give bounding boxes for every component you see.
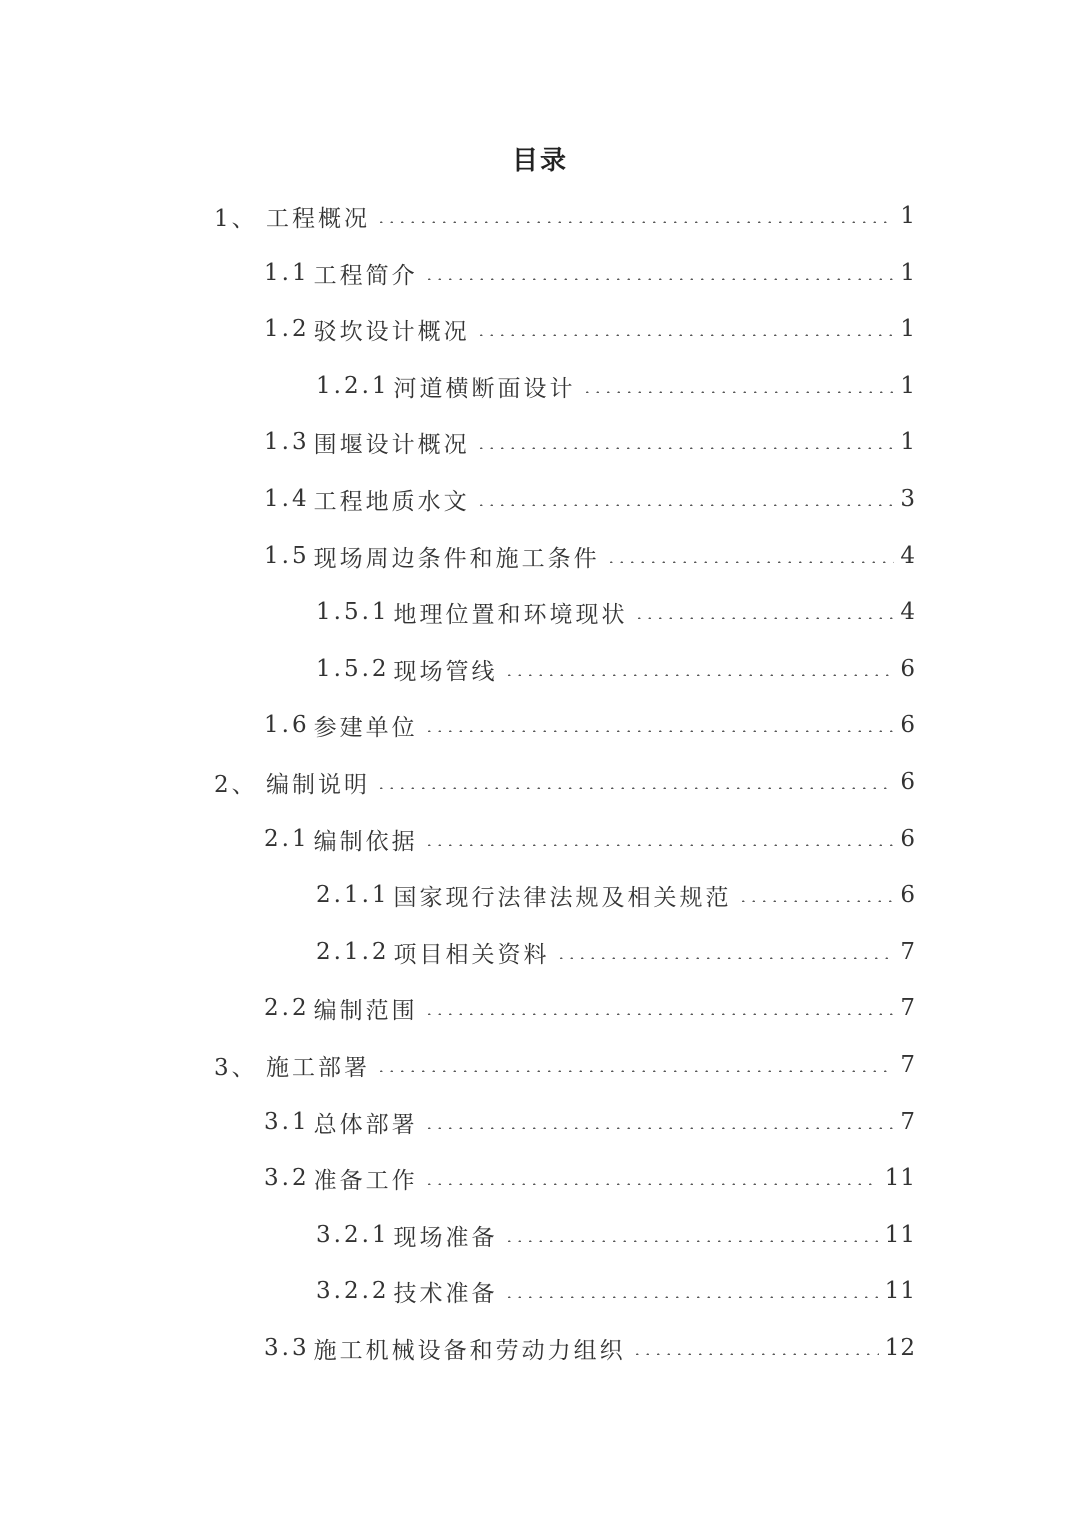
dot-leader [476, 447, 895, 449]
toc-entry-page: 6 [900, 882, 916, 908]
dot-leader [424, 730, 895, 732]
toc-entry-page: 11 [884, 1222, 916, 1248]
toc-entry[interactable] [316, 932, 916, 972]
toc-entry-page: 12 [884, 1335, 916, 1361]
toc-entry[interactable] [264, 988, 916, 1028]
toc-entry-title: 施工机械设备和劳动力组织 [313, 1337, 626, 1364]
toc-entry-number: 1.5.1 [316, 599, 390, 625]
toc-entry-title: 施工部署 [266, 1054, 370, 1081]
toc-entry-page: 1 [900, 373, 916, 399]
toc-entry-title: 工程地质水文 [313, 488, 470, 515]
toc-entry-number: 1.1 [264, 260, 310, 286]
toc-entry-title: 国家现行法律法规及相关规范 [393, 884, 732, 911]
toc-entry[interactable] [264, 1328, 916, 1368]
toc-entry-number: 2.1 [264, 826, 310, 852]
dot-leader [424, 1127, 895, 1129]
toc-entry-title: 河道横断面设计 [393, 375, 576, 402]
toc-entry-page: 11 [884, 1278, 916, 1304]
toc-title: 目录 [511, 146, 568, 176]
toc-entry-title: 工程概况 [266, 205, 370, 232]
toc-entry-number: 2.2 [264, 995, 310, 1021]
toc-entry[interactable] [264, 705, 916, 745]
toc-entry-title: 项目相关资料 [393, 941, 550, 968]
dot-leader [556, 957, 895, 959]
toc-entry-page: 3 [900, 486, 916, 512]
dot-leader [606, 561, 895, 563]
toc-entry[interactable] [264, 536, 916, 576]
toc-entry-title: 准备工作 [313, 1167, 418, 1194]
toc-entry-title: 现场周边条件和施工条件 [313, 545, 600, 572]
dot-leader [424, 278, 895, 280]
toc-entry[interactable] [316, 649, 916, 689]
dot-leader [634, 617, 895, 619]
toc-entry-number: 1.6 [264, 712, 310, 738]
toc-entry-title: 编制依据 [313, 828, 418, 855]
toc-entry-number: 1.5.2 [316, 656, 390, 682]
toc-entry[interactable] [264, 309, 916, 349]
toc-entry-title: 编制说明 [266, 771, 370, 798]
dot-leader [504, 1240, 879, 1242]
toc-entry-number: 3.2.2 [316, 1278, 390, 1304]
toc-entry[interactable] [264, 1158, 916, 1198]
dot-leader [424, 1183, 879, 1185]
dot-leader [376, 1070, 894, 1072]
toc-entry[interactable] [264, 253, 916, 293]
toc-entry[interactable] [316, 1271, 916, 1311]
toc-entry[interactable] [316, 875, 916, 915]
dot-leader [632, 1353, 879, 1355]
toc-entry-page: 1 [900, 260, 916, 286]
toc-entry-number: 3.1 [264, 1109, 310, 1135]
toc-entry-page: 7 [900, 995, 916, 1021]
dot-leader [376, 221, 894, 223]
toc-entry-title: 参建单位 [313, 714, 418, 741]
toc-entry-number: 1.5 [264, 543, 310, 569]
toc-entry-number: 1.2 [264, 316, 310, 342]
dot-leader [476, 334, 895, 336]
toc-entry-title: 围堰设计概况 [313, 431, 470, 458]
toc-entry-number: 1.4 [264, 486, 310, 512]
toc-entry[interactable] [264, 1102, 916, 1142]
toc-entry[interactable] [214, 196, 916, 236]
toc-entry-page: 6 [900, 769, 916, 795]
toc-entry-title: 编制范围 [313, 997, 418, 1024]
toc-entry[interactable] [316, 366, 916, 406]
toc-entry-number: 3.3 [264, 1335, 310, 1361]
toc-entry-page: 7 [900, 939, 916, 965]
dot-leader [504, 674, 895, 676]
toc-entry-number: 3、 [214, 1054, 258, 1081]
toc-entry-title: 工程简介 [313, 262, 418, 289]
toc-entry-number: 1、 [214, 205, 258, 232]
dot-leader [504, 1296, 879, 1298]
toc-entry-title: 总体部署 [313, 1111, 418, 1138]
toc-entry-title: 技术准备 [393, 1280, 498, 1307]
toc-entry-number: 2.1.2 [316, 939, 390, 965]
toc-entry-page: 1 [900, 316, 916, 342]
toc-entry-page: 4 [900, 599, 916, 625]
toc-entry-number: 2、 [214, 771, 258, 798]
toc-entry[interactable] [264, 479, 916, 519]
toc-entry[interactable] [214, 762, 916, 802]
toc-entry-page: 1 [900, 203, 916, 229]
toc-entry-number: 2.1.1 [316, 882, 390, 908]
toc-entry-number: 3.2 [264, 1165, 310, 1191]
toc-entry-title: 地理位置和环境现状 [393, 601, 628, 628]
toc-entry-number: 3.2.1 [316, 1222, 390, 1248]
dot-leader [582, 391, 895, 393]
toc-entry-title: 现场管线 [393, 658, 498, 685]
toc-entry-page: 4 [900, 543, 916, 569]
toc-entry[interactable] [214, 1045, 916, 1085]
toc-entry-number: 1.2.1 [316, 373, 390, 399]
toc-entry-page: 7 [900, 1109, 916, 1135]
dot-leader [476, 504, 895, 506]
toc-entry[interactable] [264, 422, 916, 462]
toc-entry-page: 6 [900, 826, 916, 852]
toc-entry-page: 1 [900, 429, 916, 455]
toc-entry[interactable] [316, 1215, 916, 1255]
toc-entry-number: 1.3 [264, 429, 310, 455]
dot-leader [424, 844, 895, 846]
toc-entry-page: 6 [900, 656, 916, 682]
toc-entry-page: 11 [884, 1165, 916, 1191]
toc-entry-title: 驳坎设计概况 [313, 318, 470, 345]
toc-entry-page: 6 [900, 712, 916, 738]
dot-leader [738, 900, 895, 902]
toc-entry-page: 7 [900, 1052, 916, 1078]
toc-entry-title: 现场准备 [393, 1224, 498, 1251]
dot-leader [424, 1013, 895, 1015]
toc-entry[interactable] [264, 819, 916, 859]
toc-entry[interactable] [316, 592, 916, 632]
dot-leader [376, 787, 894, 789]
